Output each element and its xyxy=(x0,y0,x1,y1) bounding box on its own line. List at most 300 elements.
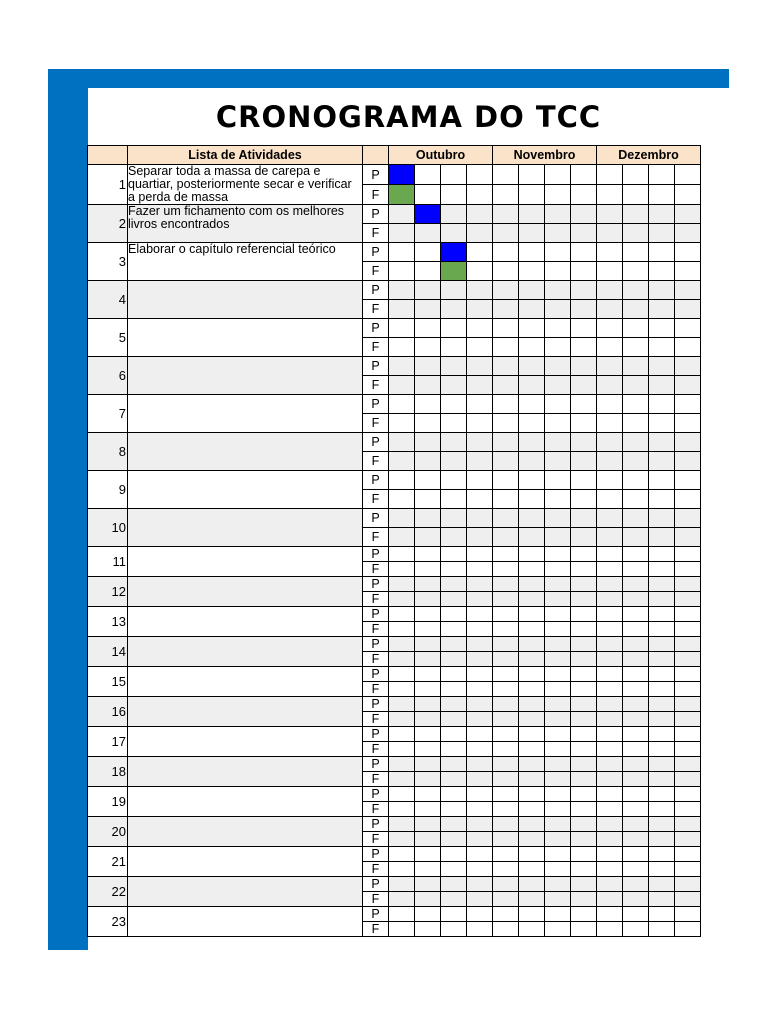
week-cell[interactable] xyxy=(649,712,675,727)
week-cell[interactable] xyxy=(441,243,467,262)
week-cell[interactable] xyxy=(493,592,519,607)
week-cell[interactable] xyxy=(467,262,493,281)
week-cell[interactable] xyxy=(493,637,519,652)
week-cell[interactable] xyxy=(467,452,493,471)
week-cell[interactable] xyxy=(649,787,675,802)
week-cell[interactable] xyxy=(415,338,441,357)
week-cell[interactable] xyxy=(545,667,571,682)
week-cell[interactable] xyxy=(415,562,441,577)
week-cell[interactable] xyxy=(545,772,571,787)
week-cell[interactable] xyxy=(415,877,441,892)
week-cell[interactable] xyxy=(519,300,545,319)
week-cell[interactable] xyxy=(519,509,545,528)
week-cell[interactable] xyxy=(493,338,519,357)
week-cell[interactable] xyxy=(571,243,597,262)
week-cell[interactable] xyxy=(545,682,571,697)
week-cell[interactable] xyxy=(415,490,441,509)
week-cell[interactable] xyxy=(493,817,519,832)
week-cell[interactable] xyxy=(675,319,701,338)
week-cell[interactable] xyxy=(415,637,441,652)
week-cell[interactable] xyxy=(415,452,441,471)
week-cell[interactable] xyxy=(441,622,467,637)
week-cell[interactable] xyxy=(493,607,519,622)
week-cell[interactable] xyxy=(519,802,545,817)
week-cell[interactable] xyxy=(441,817,467,832)
week-cell[interactable] xyxy=(441,319,467,338)
week-cell[interactable] xyxy=(467,165,493,185)
week-cell[interactable] xyxy=(597,165,623,185)
week-cell[interactable] xyxy=(545,577,571,592)
week-cell[interactable] xyxy=(389,817,415,832)
week-cell[interactable] xyxy=(519,592,545,607)
week-cell[interactable] xyxy=(649,907,675,922)
week-cell[interactable] xyxy=(441,338,467,357)
week-cell[interactable] xyxy=(389,300,415,319)
week-cell[interactable] xyxy=(519,772,545,787)
week-cell[interactable] xyxy=(571,772,597,787)
week-cell[interactable] xyxy=(493,562,519,577)
week-cell[interactable] xyxy=(623,847,649,862)
week-cell[interactable] xyxy=(545,281,571,300)
week-cell[interactable] xyxy=(571,727,597,742)
week-cell[interactable] xyxy=(675,727,701,742)
week-cell[interactable] xyxy=(623,832,649,847)
week-cell[interactable] xyxy=(389,338,415,357)
week-cell[interactable] xyxy=(467,697,493,712)
week-cell[interactable] xyxy=(389,907,415,922)
week-cell[interactable] xyxy=(415,712,441,727)
week-cell[interactable] xyxy=(389,490,415,509)
week-cell[interactable] xyxy=(441,547,467,562)
week-cell[interactable] xyxy=(623,490,649,509)
week-cell[interactable] xyxy=(597,224,623,243)
activity-description[interactable] xyxy=(128,319,363,357)
activity-description[interactable] xyxy=(128,607,363,637)
week-cell[interactable] xyxy=(389,892,415,907)
week-cell[interactable] xyxy=(649,205,675,224)
week-cell[interactable] xyxy=(415,652,441,667)
week-cell[interactable] xyxy=(675,433,701,452)
week-cell[interactable] xyxy=(623,528,649,547)
week-cell[interactable] xyxy=(415,817,441,832)
week-cell[interactable] xyxy=(389,528,415,547)
week-cell[interactable] xyxy=(415,757,441,772)
week-cell[interactable] xyxy=(597,637,623,652)
week-cell[interactable] xyxy=(597,787,623,802)
week-cell[interactable] xyxy=(597,414,623,433)
week-cell[interactable] xyxy=(441,892,467,907)
week-cell[interactable] xyxy=(675,376,701,395)
week-cell[interactable] xyxy=(597,817,623,832)
week-cell[interactable] xyxy=(545,697,571,712)
week-cell[interactable] xyxy=(597,922,623,937)
week-cell[interactable] xyxy=(649,757,675,772)
week-cell[interactable] xyxy=(441,742,467,757)
week-cell[interactable] xyxy=(389,185,415,205)
week-cell[interactable] xyxy=(467,637,493,652)
week-cell[interactable] xyxy=(493,452,519,471)
week-cell[interactable] xyxy=(441,205,467,224)
activity-description[interactable] xyxy=(128,509,363,547)
week-cell[interactable] xyxy=(519,817,545,832)
week-cell[interactable] xyxy=(649,877,675,892)
week-cell[interactable] xyxy=(415,205,441,224)
week-cell[interactable] xyxy=(519,667,545,682)
activity-description[interactable]: Separar toda a massa de carepa e quartiar, posteriormente secar e verificar a perda de massa xyxy=(128,165,363,205)
activity-description[interactable] xyxy=(128,395,363,433)
week-cell[interactable] xyxy=(467,892,493,907)
week-cell[interactable] xyxy=(389,562,415,577)
week-cell[interactable] xyxy=(623,922,649,937)
week-cell[interactable] xyxy=(519,224,545,243)
week-cell[interactable] xyxy=(519,414,545,433)
week-cell[interactable] xyxy=(675,262,701,281)
week-cell[interactable] xyxy=(519,832,545,847)
week-cell[interactable] xyxy=(597,357,623,376)
week-cell[interactable] xyxy=(441,395,467,414)
week-cell[interactable] xyxy=(571,787,597,802)
week-cell[interactable] xyxy=(675,832,701,847)
week-cell[interactable] xyxy=(519,907,545,922)
week-cell[interactable] xyxy=(493,577,519,592)
week-cell[interactable] xyxy=(389,847,415,862)
week-cell[interactable] xyxy=(389,433,415,452)
week-cell[interactable] xyxy=(571,907,597,922)
week-cell[interactable] xyxy=(571,547,597,562)
week-cell[interactable] xyxy=(441,452,467,471)
week-cell[interactable] xyxy=(597,667,623,682)
week-cell[interactable] xyxy=(649,637,675,652)
week-cell[interactable] xyxy=(519,697,545,712)
week-cell[interactable] xyxy=(467,862,493,877)
week-cell[interactable] xyxy=(649,395,675,414)
week-cell[interactable] xyxy=(441,490,467,509)
week-cell[interactable] xyxy=(493,357,519,376)
week-cell[interactable] xyxy=(467,433,493,452)
week-cell[interactable] xyxy=(675,395,701,414)
week-cell[interactable] xyxy=(441,637,467,652)
week-cell[interactable] xyxy=(649,682,675,697)
week-cell[interactable] xyxy=(545,712,571,727)
week-cell[interactable] xyxy=(519,243,545,262)
week-cell[interactable] xyxy=(441,697,467,712)
week-cell[interactable] xyxy=(675,637,701,652)
week-cell[interactable] xyxy=(389,357,415,376)
activity-description[interactable] xyxy=(128,471,363,509)
week-cell[interactable] xyxy=(597,697,623,712)
week-cell[interactable] xyxy=(519,528,545,547)
week-cell[interactable] xyxy=(649,547,675,562)
week-cell[interactable] xyxy=(649,376,675,395)
week-cell[interactable] xyxy=(623,757,649,772)
week-cell[interactable] xyxy=(649,319,675,338)
week-cell[interactable] xyxy=(415,224,441,243)
week-cell[interactable] xyxy=(545,877,571,892)
week-cell[interactable] xyxy=(649,622,675,637)
week-cell[interactable] xyxy=(623,319,649,338)
week-cell[interactable] xyxy=(467,727,493,742)
week-cell[interactable] xyxy=(597,243,623,262)
week-cell[interactable] xyxy=(545,817,571,832)
week-cell[interactable] xyxy=(467,622,493,637)
week-cell[interactable] xyxy=(623,509,649,528)
week-cell[interactable] xyxy=(467,847,493,862)
week-cell[interactable] xyxy=(649,509,675,528)
week-cell[interactable] xyxy=(597,727,623,742)
week-cell[interactable] xyxy=(571,319,597,338)
week-cell[interactable] xyxy=(415,622,441,637)
week-cell[interactable] xyxy=(493,224,519,243)
week-cell[interactable] xyxy=(597,847,623,862)
week-cell[interactable] xyxy=(545,742,571,757)
week-cell[interactable] xyxy=(389,622,415,637)
week-cell[interactable] xyxy=(597,907,623,922)
week-cell[interactable] xyxy=(467,607,493,622)
week-cell[interactable] xyxy=(389,577,415,592)
week-cell[interactable] xyxy=(415,682,441,697)
week-cell[interactable] xyxy=(623,165,649,185)
week-cell[interactable] xyxy=(649,862,675,877)
week-cell[interactable] xyxy=(545,452,571,471)
week-cell[interactable] xyxy=(649,832,675,847)
activity-description[interactable] xyxy=(128,727,363,757)
week-cell[interactable] xyxy=(467,787,493,802)
week-cell[interactable] xyxy=(415,319,441,338)
week-cell[interactable] xyxy=(545,847,571,862)
week-cell[interactable] xyxy=(675,622,701,637)
week-cell[interactable] xyxy=(441,802,467,817)
week-cell[interactable] xyxy=(389,262,415,281)
week-cell[interactable] xyxy=(597,528,623,547)
week-cell[interactable] xyxy=(519,319,545,338)
week-cell[interactable] xyxy=(519,892,545,907)
week-cell[interactable] xyxy=(441,652,467,667)
week-cell[interactable] xyxy=(571,742,597,757)
week-cell[interactable] xyxy=(441,607,467,622)
week-cell[interactable] xyxy=(571,281,597,300)
week-cell[interactable] xyxy=(597,490,623,509)
week-cell[interactable] xyxy=(597,376,623,395)
week-cell[interactable] xyxy=(415,832,441,847)
week-cell[interactable] xyxy=(675,224,701,243)
week-cell[interactable] xyxy=(519,471,545,490)
week-cell[interactable] xyxy=(415,300,441,319)
week-cell[interactable] xyxy=(571,682,597,697)
week-cell[interactable] xyxy=(545,224,571,243)
week-cell[interactable] xyxy=(519,742,545,757)
week-cell[interactable] xyxy=(675,281,701,300)
week-cell[interactable] xyxy=(493,433,519,452)
week-cell[interactable] xyxy=(623,547,649,562)
week-cell[interactable] xyxy=(389,205,415,224)
week-cell[interactable] xyxy=(493,165,519,185)
week-cell[interactable] xyxy=(493,528,519,547)
week-cell[interactable] xyxy=(597,712,623,727)
week-cell[interactable] xyxy=(675,562,701,577)
week-cell[interactable] xyxy=(649,742,675,757)
week-cell[interactable] xyxy=(623,224,649,243)
week-cell[interactable] xyxy=(441,592,467,607)
week-cell[interactable] xyxy=(623,577,649,592)
week-cell[interactable] xyxy=(597,772,623,787)
week-cell[interactable] xyxy=(389,727,415,742)
week-cell[interactable] xyxy=(545,357,571,376)
week-cell[interactable] xyxy=(519,622,545,637)
week-cell[interactable] xyxy=(623,712,649,727)
week-cell[interactable] xyxy=(441,528,467,547)
week-cell[interactable] xyxy=(415,414,441,433)
week-cell[interactable] xyxy=(389,712,415,727)
week-cell[interactable] xyxy=(493,622,519,637)
week-cell[interactable] xyxy=(519,577,545,592)
week-cell[interactable] xyxy=(519,547,545,562)
week-cell[interactable] xyxy=(415,727,441,742)
week-cell[interactable] xyxy=(623,592,649,607)
week-cell[interactable] xyxy=(467,490,493,509)
week-cell[interactable] xyxy=(467,338,493,357)
week-cell[interactable] xyxy=(597,892,623,907)
week-cell[interactable] xyxy=(545,433,571,452)
activity-description[interactable] xyxy=(128,697,363,727)
week-cell[interactable] xyxy=(623,205,649,224)
week-cell[interactable] xyxy=(545,205,571,224)
week-cell[interactable] xyxy=(493,490,519,509)
week-cell[interactable] xyxy=(415,697,441,712)
week-cell[interactable] xyxy=(467,922,493,937)
week-cell[interactable] xyxy=(571,562,597,577)
week-cell[interactable] xyxy=(545,607,571,622)
week-cell[interactable] xyxy=(675,243,701,262)
week-cell[interactable] xyxy=(571,862,597,877)
week-cell[interactable] xyxy=(649,433,675,452)
week-cell[interactable] xyxy=(571,592,597,607)
week-cell[interactable] xyxy=(415,471,441,490)
week-cell[interactable] xyxy=(493,281,519,300)
week-cell[interactable] xyxy=(597,205,623,224)
week-cell[interactable] xyxy=(493,319,519,338)
week-cell[interactable] xyxy=(597,471,623,490)
week-cell[interactable] xyxy=(649,281,675,300)
week-cell[interactable] xyxy=(389,697,415,712)
week-cell[interactable] xyxy=(493,682,519,697)
week-cell[interactable] xyxy=(467,205,493,224)
week-cell[interactable] xyxy=(441,414,467,433)
week-cell[interactable] xyxy=(623,262,649,281)
week-cell[interactable] xyxy=(415,922,441,937)
week-cell[interactable] xyxy=(467,802,493,817)
week-cell[interactable] xyxy=(467,712,493,727)
week-cell[interactable] xyxy=(467,471,493,490)
week-cell[interactable] xyxy=(571,471,597,490)
week-cell[interactable] xyxy=(467,832,493,847)
week-cell[interactable] xyxy=(675,682,701,697)
week-cell[interactable] xyxy=(415,185,441,205)
week-cell[interactable] xyxy=(467,509,493,528)
week-cell[interactable] xyxy=(675,338,701,357)
week-cell[interactable] xyxy=(597,607,623,622)
week-cell[interactable] xyxy=(675,452,701,471)
week-cell[interactable] xyxy=(675,802,701,817)
week-cell[interactable] xyxy=(493,787,519,802)
week-cell[interactable] xyxy=(493,742,519,757)
week-cell[interactable] xyxy=(571,262,597,281)
week-cell[interactable] xyxy=(571,357,597,376)
activity-description[interactable] xyxy=(128,577,363,607)
week-cell[interactable] xyxy=(389,395,415,414)
week-cell[interactable] xyxy=(675,509,701,528)
week-cell[interactable] xyxy=(597,509,623,528)
week-cell[interactable] xyxy=(545,562,571,577)
week-cell[interactable] xyxy=(441,562,467,577)
week-cell[interactable] xyxy=(571,395,597,414)
week-cell[interactable] xyxy=(389,652,415,667)
week-cell[interactable] xyxy=(597,319,623,338)
week-cell[interactable] xyxy=(545,395,571,414)
week-cell[interactable] xyxy=(623,243,649,262)
week-cell[interactable] xyxy=(545,622,571,637)
week-cell[interactable] xyxy=(649,243,675,262)
week-cell[interactable] xyxy=(649,772,675,787)
week-cell[interactable] xyxy=(675,757,701,772)
week-cell[interactable] xyxy=(519,357,545,376)
week-cell[interactable] xyxy=(675,300,701,319)
week-cell[interactable] xyxy=(571,757,597,772)
activity-description[interactable] xyxy=(128,667,363,697)
week-cell[interactable] xyxy=(649,262,675,281)
week-cell[interactable] xyxy=(467,592,493,607)
week-cell[interactable] xyxy=(597,452,623,471)
week-cell[interactable] xyxy=(493,922,519,937)
week-cell[interactable] xyxy=(441,357,467,376)
week-cell[interactable] xyxy=(493,547,519,562)
week-cell[interactable] xyxy=(597,185,623,205)
week-cell[interactable] xyxy=(675,490,701,509)
week-cell[interactable] xyxy=(441,165,467,185)
week-cell[interactable] xyxy=(493,847,519,862)
week-cell[interactable] xyxy=(467,319,493,338)
week-cell[interactable] xyxy=(545,922,571,937)
week-cell[interactable] xyxy=(493,205,519,224)
week-cell[interactable] xyxy=(623,622,649,637)
week-cell[interactable] xyxy=(623,414,649,433)
week-cell[interactable] xyxy=(415,395,441,414)
week-cell[interactable] xyxy=(493,832,519,847)
week-cell[interactable] xyxy=(623,471,649,490)
week-cell[interactable] xyxy=(597,300,623,319)
week-cell[interactable] xyxy=(623,433,649,452)
week-cell[interactable] xyxy=(675,877,701,892)
week-cell[interactable] xyxy=(415,772,441,787)
week-cell[interactable] xyxy=(597,877,623,892)
week-cell[interactable] xyxy=(493,727,519,742)
week-cell[interactable] xyxy=(441,787,467,802)
week-cell[interactable] xyxy=(545,528,571,547)
week-cell[interactable] xyxy=(597,592,623,607)
week-cell[interactable] xyxy=(519,205,545,224)
week-cell[interactable] xyxy=(571,622,597,637)
week-cell[interactable] xyxy=(519,165,545,185)
week-cell[interactable] xyxy=(493,697,519,712)
week-cell[interactable] xyxy=(441,922,467,937)
week-cell[interactable] xyxy=(571,652,597,667)
week-cell[interactable] xyxy=(649,802,675,817)
week-cell[interactable] xyxy=(441,862,467,877)
week-cell[interactable] xyxy=(649,847,675,862)
week-cell[interactable] xyxy=(441,832,467,847)
week-cell[interactable] xyxy=(623,892,649,907)
activity-description[interactable] xyxy=(128,757,363,787)
week-cell[interactable] xyxy=(389,772,415,787)
